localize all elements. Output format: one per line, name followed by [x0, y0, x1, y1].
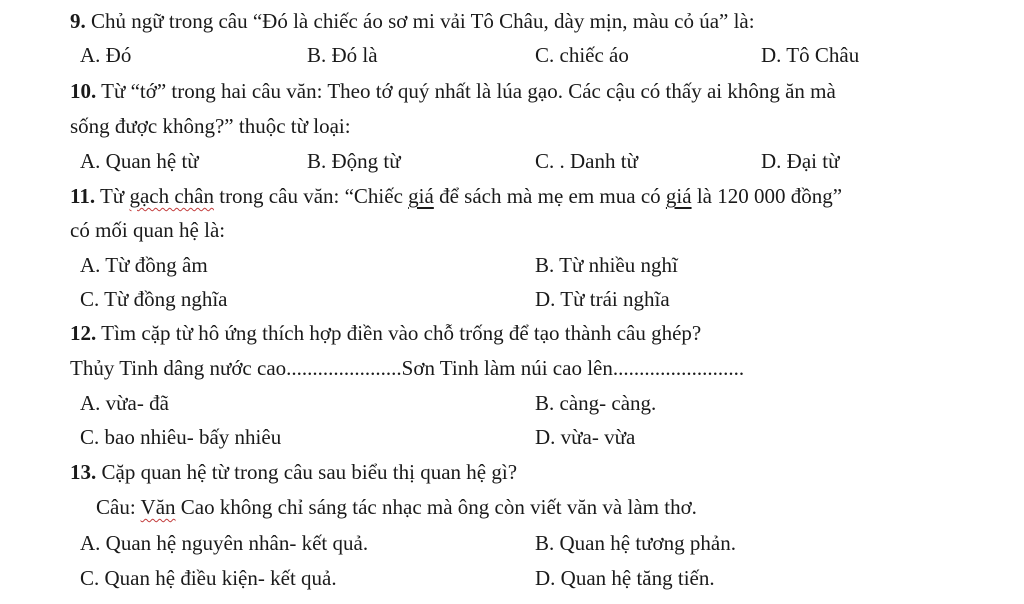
example-sentence [96, 494, 697, 520]
option-a[interactable]: A. Đó [80, 43, 132, 67]
option-a[interactable]: A. vừa- đã [80, 391, 169, 415]
question-text-continued: có mối quan hệ là: [70, 218, 226, 242]
option-d[interactable]: D. Đại từ [761, 149, 840, 173]
blank-1[interactable]: ...................... [286, 356, 402, 380]
option-b[interactable]: B. Động từ [307, 149, 401, 173]
question-text-part: là 120 000 đồng” [691, 184, 843, 208]
question-text-continued: sống được không?” thuộc từ loại: [70, 114, 351, 138]
option-b[interactable]: B. Từ nhiều nghĩ [535, 253, 678, 277]
underlined-phrase: gạch chân [129, 184, 214, 208]
sentence-part: Sơn Tinh làm núi cao lên [401, 356, 613, 380]
question-number: 9. [70, 9, 86, 33]
underlined-word: giá [665, 184, 692, 208]
option-d[interactable]: D. Tô Châu [761, 43, 860, 67]
option-c[interactable]: C. Từ đồng nghĩa [80, 287, 228, 311]
option-c[interactable]: C. bao nhiêu- bấy nhiêu [80, 425, 282, 449]
question-text-part: để sách mà mẹ em mua có [433, 184, 666, 208]
question-12 [70, 320, 701, 346]
option-c[interactable]: C. chiếc áo [535, 43, 629, 67]
question-number: 11. [70, 184, 96, 208]
question-number: 10. [70, 79, 97, 103]
sentence-part: Cao không chỉ sáng tác nhạc mà ông còn viết văn và làm thơ. [175, 495, 697, 519]
question-10 [70, 78, 836, 104]
option-c[interactable]: C. . Danh từ [535, 149, 638, 173]
question-9 [70, 8, 755, 34]
question-11 [70, 183, 842, 209]
question-text-part: Từ [99, 184, 130, 208]
option-a[interactable]: A. Quan hệ nguyên nhân- kết quả. [80, 531, 369, 555]
question-number: 12. [70, 321, 97, 345]
sentence-part: Thủy Tinh dâng nước cao [70, 356, 287, 380]
option-c[interactable]: C. Quan hệ điều kiện- kết quả. [80, 566, 337, 590]
sentence-part: Câu: [96, 495, 141, 519]
option-b[interactable]: B. càng- càng. [535, 391, 657, 415]
option-a[interactable]: A. Từ đồng âm [80, 253, 208, 277]
underlined-word: Văn [140, 495, 176, 519]
option-d[interactable]: D. Từ trái nghĩa [535, 287, 670, 311]
option-d[interactable]: D. vừa- vừa [535, 425, 636, 449]
question-text: Từ “tớ” trong hai câu văn: Theo tớ quý nhất là lúa gạo. Các cậu có thấy ai không ăn mà [101, 79, 836, 103]
question-text: Cặp quan hệ từ trong câu sau biểu thị quan hệ gì? [101, 460, 518, 484]
option-d[interactable]: D. Quan hệ tăng tiến. [535, 566, 715, 590]
option-b[interactable]: B. Đó là [307, 43, 378, 67]
question-number: 13. [70, 460, 97, 484]
question-text: Tìm cặp từ hô ứng thích hợp điền vào chỗ trống để tạo thành câu ghép? [101, 321, 702, 345]
option-b[interactable]: B. Quan hệ tương phản. [535, 531, 736, 555]
question-text: Chủ ngữ trong câu “Đó là chiếc áo sơ mi vải Tô Châu, dày mịn, màu cỏ úa” là: [91, 9, 755, 33]
fill-in-sentence [70, 355, 744, 381]
question-13 [70, 459, 517, 485]
underlined-word: giá [408, 184, 434, 208]
question-text-part: trong câu văn: “Chiếc [213, 184, 409, 208]
option-a[interactable]: A. Quan hệ từ [80, 149, 199, 173]
blank-2[interactable]: ......................... [612, 356, 745, 380]
